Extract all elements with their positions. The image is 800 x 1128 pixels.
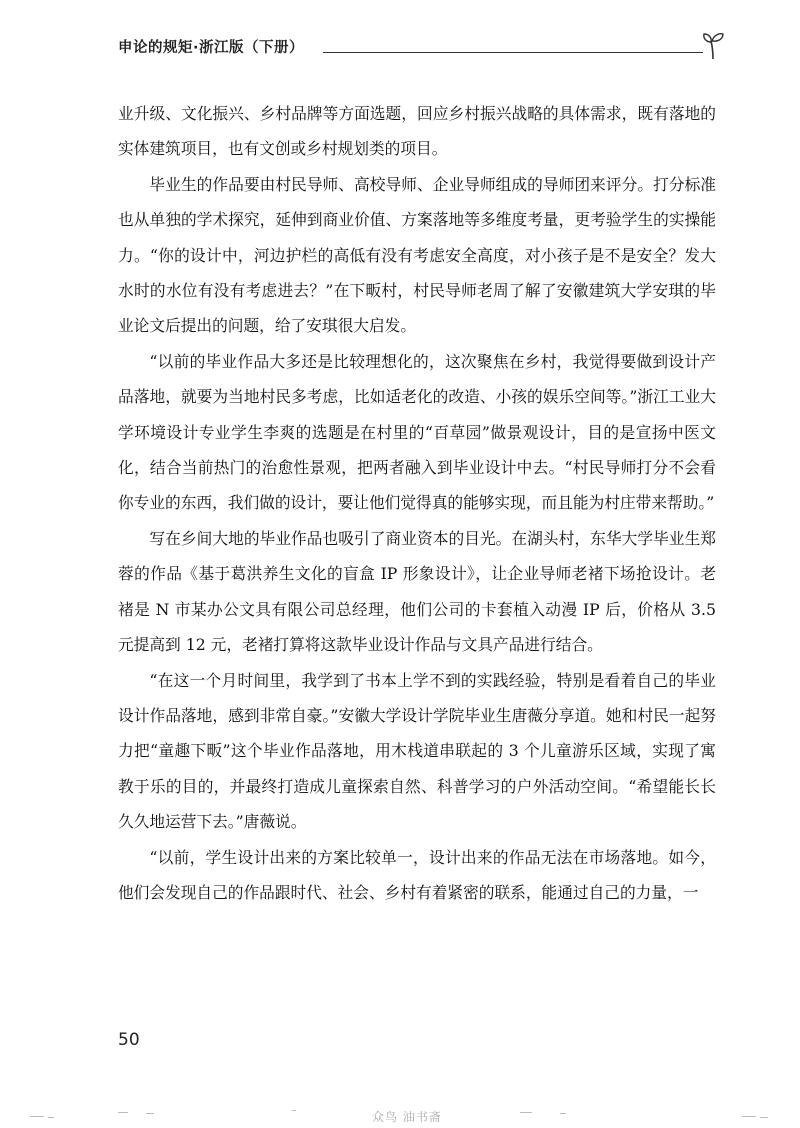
paragraph: “以前，学生设计出来的方案比较单一，设计出来的作品无法在市场落地。如今，他们会发现自己的作品跟时代、社会、乡村有着紧密的联系，能通过自己的力量，一: [118, 847, 716, 902]
page-number: 50: [118, 1030, 140, 1050]
paragraph: 毕业生的作品要由村民导师、高校导师、企业导师组成的导师团来评分。打分标准也从单独的学术探究，延伸到商业价值、方案落地等多维度考量，更考验学生的实操能力。“你的设计中，河边护栏的高低有没有考虑安全高度，对小孩子是不是安全？发大水时的水位有没有考虑进去？”在下畈村，村民导师老周了解了安徽建筑大学安琪的毕业论文后提出的问题，给了安琪很大启发。: [118, 174, 716, 336]
running-header: [118, 30, 718, 60]
paragraph: “在这一个月时间里，我学到了书本上学不到的实践经验，特别是看着自己的毕业设计作品落地，感到非常自豪。”安徽大学设计学院毕业生唐薇分享道。她和村民一起努力把“童趣下畈”这个毕业作品落地，用木栈道串联起的 3 个儿童游乐区域，实现了寓教于乐的目的，并最终打造成儿童探索自然、科普学习的户外活动空间。“希望能长长久久地运营下去。”唐薇说。: [118, 670, 716, 832]
paragraph: “以前的毕业作品大多还是比较理想化的，这次聚焦在乡村，我觉得要做到设计产品落地，就要为当地村民多考虑，比如适老化的改造、小孩的娱乐空间等。”浙江工业大学环境设计专业学生李爽的选题是在村里的“百草园”做景观设计，目的是宣扬中医文化，结合当前热门的治愈性景观，把两者融入到毕业设计中去。“村民导师打分不会看你专业的东西，我们做的设计，要让他们觉得真的能够实现，而且能为村庄带来帮助。”: [118, 351, 716, 513]
footer-marks: 众鸟 油书斋: [372, 1110, 442, 1124]
paragraph: 写在乡间大地的毕业作品也吸引了商业资本的目光。在湖头村，东华大学毕业生郑蓉的作品《基于葛洪养生文化的盲盒 IP 形象设计》，让企业导师老褚下场抢设计。老褚是 N 市某办公文具有限公司总经理，他们公司的卡套植入动漫 IP 后，价格从 3.5 元提高到 12 元，老褚打算将这款毕业设计作品与文具产品进行结合。: [118, 528, 716, 655]
body-text: [118, 96, 716, 910]
sprout-icon: [700, 30, 726, 60]
paragraph: 业升级、文化振兴、乡村品牌等方面选题，回应乡村振兴战略的具体需求，既有落地的实体建筑项目，也有文创或乡村规划类的项目。: [118, 104, 716, 159]
header-title: 申论的规矩·浙江版（下册）: [118, 40, 305, 56]
header-rule: [323, 52, 703, 53]
